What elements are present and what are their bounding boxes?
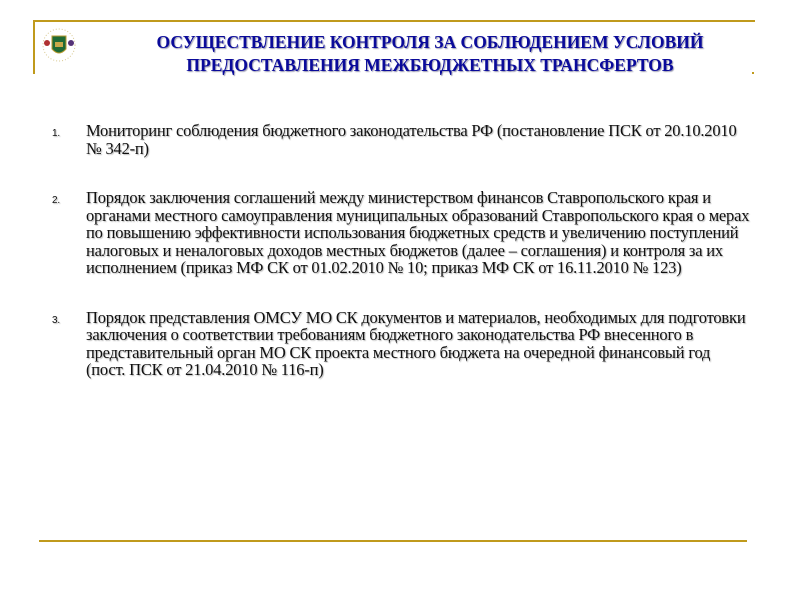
left-border-line <box>33 20 35 74</box>
list-item <box>50 309 750 379</box>
item-text: Мониторинг соблюдения бюджетного законодательства РФ (постановление ПСК от 20.10.2010 № 342-п) <box>86 121 737 158</box>
bottom-border-line <box>39 540 747 542</box>
slide-title <box>110 31 750 77</box>
item-number: 1. <box>52 128 60 139</box>
item-text: Порядок заключения соглашений между министерством финансов Ставропольского края и органами местного самоуправления муниципальных образований Ставропольского края о мерах по повышению эффективности использования бюджетных средств и увеличению поступлений налоговых и неналоговых доходов местных бюджетов (далее – соглашения) и контроля за их исполнением (приказ МФ СК от 01.02.2010 № 10; приказ МФ СК от 16.11.2010 № 123) <box>86 188 750 277</box>
title-line-1: ОСУЩЕСТВЛЕНИЕ КОНТРОЛЯ ЗА СОБЛЮДЕНИЕМ УСЛОВИЙ <box>156 32 704 52</box>
list-item <box>50 122 750 157</box>
coat-of-arms-icon <box>40 27 78 63</box>
title-line-2: ПРЕДОСТАВЛЕНИЯ МЕЖБЮДЖЕТНЫХ ТРАНСФЕРТОВ <box>186 55 674 75</box>
list-item <box>50 189 750 277</box>
numbered-list <box>50 122 750 379</box>
item-number: 2. <box>52 195 60 206</box>
top-border-line <box>33 20 755 22</box>
decorative-dot <box>752 72 754 74</box>
item-number: 3. <box>52 314 60 326</box>
item-text: Порядок представления ОМСУ МО СК документов и материалов, необходимых для подготовки заключения о соответствии требованиям бюджетного законодательства РФ внесенного в представительный орган МО СК проекта местного бюджета на очередной финансовый год (пост. ПСК от 21.04.2010 № 116-п) <box>86 307 746 379</box>
